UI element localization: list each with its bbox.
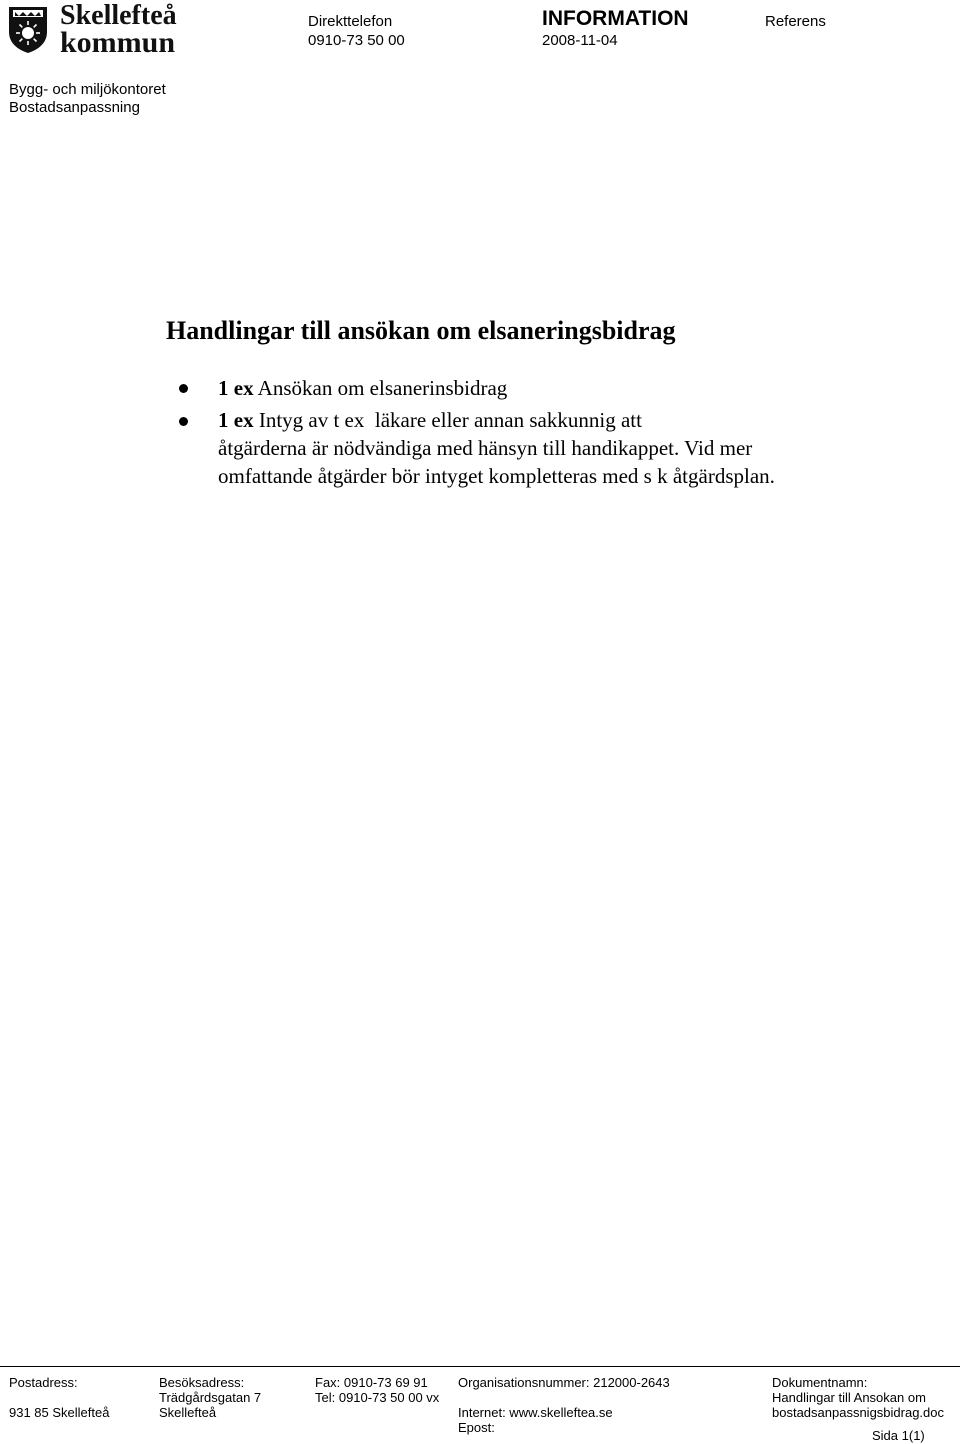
logo-line-2: kommun xyxy=(60,26,176,59)
docname-line-1: Handlingar till Ansokan om xyxy=(772,1390,926,1405)
document-type: INFORMATION xyxy=(542,7,689,30)
footer-divider xyxy=(0,1366,960,1367)
item-line xyxy=(218,406,642,434)
item-text: Ansökan om elsanerinsbidrag xyxy=(257,376,508,400)
bullet-icon xyxy=(179,384,188,393)
item-text-continued: åtgärderna är nödvändiga med hänsyn till handikappet. Vid mer xyxy=(218,436,753,460)
item-text: Intyg av t ex läkare eller annan sakkunnig att xyxy=(258,408,642,432)
email-label: Epost: xyxy=(458,1420,495,1435)
page-number: Sida 1(1) xyxy=(872,1428,925,1443)
phone-value: 0910-73 50 00 xyxy=(308,32,405,49)
skelleftea-logo xyxy=(6,0,202,59)
postal-address: 931 85 Skellefteå xyxy=(9,1405,110,1420)
visit-label: Besöksadress: xyxy=(159,1375,245,1390)
website-link[interactable]: Internet: www.skelleftea.se xyxy=(458,1405,613,1420)
document-date: 2008-11-04 xyxy=(542,32,618,49)
docname-line-2: bostadsanpassnigsbidrag.doc xyxy=(772,1405,945,1420)
item-text-continued: omfattande åtgärder bör intyget kompletteras med s k åtgärdsplan. xyxy=(218,464,775,488)
reference-label: Referens xyxy=(765,13,826,30)
item-line xyxy=(218,374,507,402)
item-quantity: 1 ex xyxy=(218,408,254,432)
docname-label: Dokumentnamn: xyxy=(772,1375,868,1390)
unit-name: Bostadsanpassning xyxy=(9,99,140,116)
fax-number: Fax: 0910-73 69 91 xyxy=(315,1375,428,1390)
visit-city: Skellefteå xyxy=(159,1405,217,1420)
phone-label: Direkttelefon xyxy=(308,13,393,30)
postal-label: Postadress: xyxy=(9,1375,78,1390)
tel-number: Tel: 0910-73 50 00 vx xyxy=(315,1390,440,1405)
department-name: Bygg- och miljökontoret xyxy=(9,81,166,98)
org-number: Organisationsnummer: 212000-2643 xyxy=(458,1375,670,1390)
bullet-icon xyxy=(179,417,188,426)
logo-line-1: Skellefteå xyxy=(60,0,177,31)
visit-street: Trädgårdsgatan 7 xyxy=(159,1390,262,1405)
coat-of-arms-icon xyxy=(6,4,50,54)
item-quantity: 1 ex xyxy=(218,376,254,400)
document-title: Handlingar till ansökan om elsaneringsbidrag xyxy=(166,316,676,345)
